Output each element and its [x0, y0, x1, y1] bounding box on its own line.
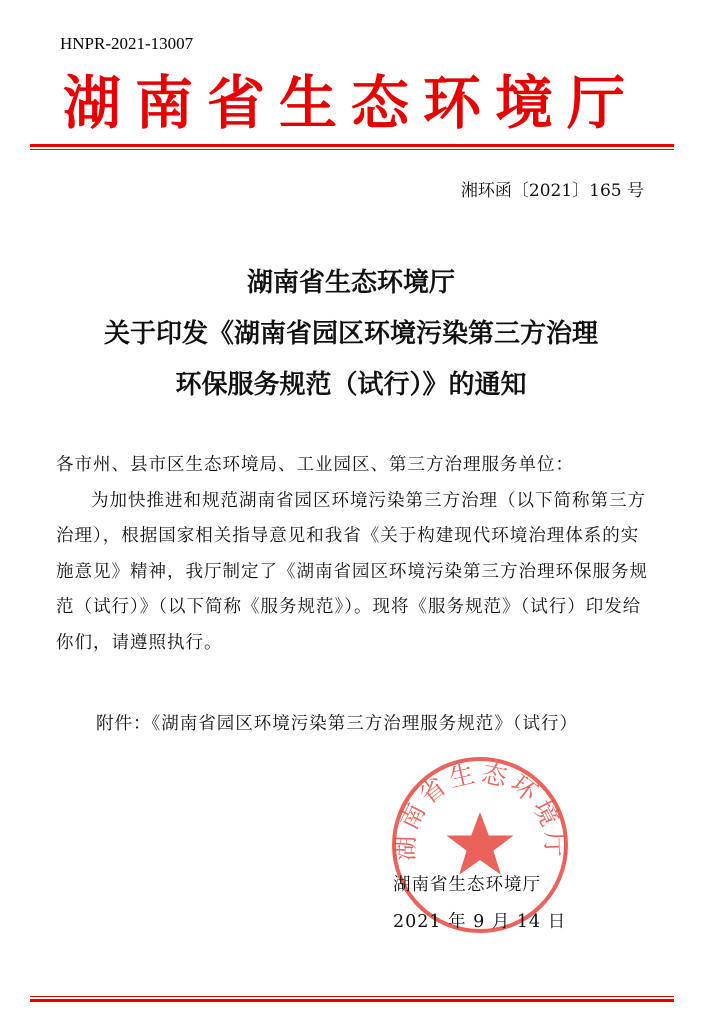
signature-organization: 湖南省生态环境厅	[393, 875, 541, 895]
document-body	[56, 448, 648, 662]
footer-divider-thin	[30, 996, 674, 997]
document-id: HNPR-2021-13007	[60, 34, 194, 53]
document-title	[0, 258, 702, 411]
salutation: 各市州、县市区生态环境局、工业园区、第三方治理服务单位：	[56, 455, 574, 475]
attachment-line: 附件：《湖南省园区环境污染第三方治理服务规范》（试行）	[96, 714, 578, 734]
header-divider-thick	[30, 144, 674, 147]
body-paragraph: 为加快推进和规范湖南省园区环境污染第三方治理（以下简称第三方治理），根据国家相关指导意见和我省《关于构建现代环境治理体系的实施意见》精神，我厅制定了《湖南省园区环境污染第三方治理环保服务规范（试行）》（以下简称《服务规范》）。现将《服务规范》（试行）印发给你们，请遵照执行。	[56, 490, 648, 653]
footer-divider-thick	[30, 999, 674, 1002]
title-line-1: 湖南省生态环境厅	[246, 268, 455, 298]
reference-number: 湘环函〔2021〕165 号	[460, 181, 644, 201]
title-line-2: 关于印发《湖南省园区环境污染第三方治理	[103, 319, 598, 349]
seal-text: 湖南省生态环境厅	[390, 758, 570, 862]
seal-star-icon	[446, 812, 513, 875]
title-line-3: 环保服务规范（试行）》的通知	[175, 370, 527, 400]
header-divider-thin	[30, 149, 674, 150]
issuing-authority-header: 湖南省生态环境厅	[62, 69, 639, 137]
signature-date: 2021 年 9 月 14 日	[393, 912, 567, 932]
